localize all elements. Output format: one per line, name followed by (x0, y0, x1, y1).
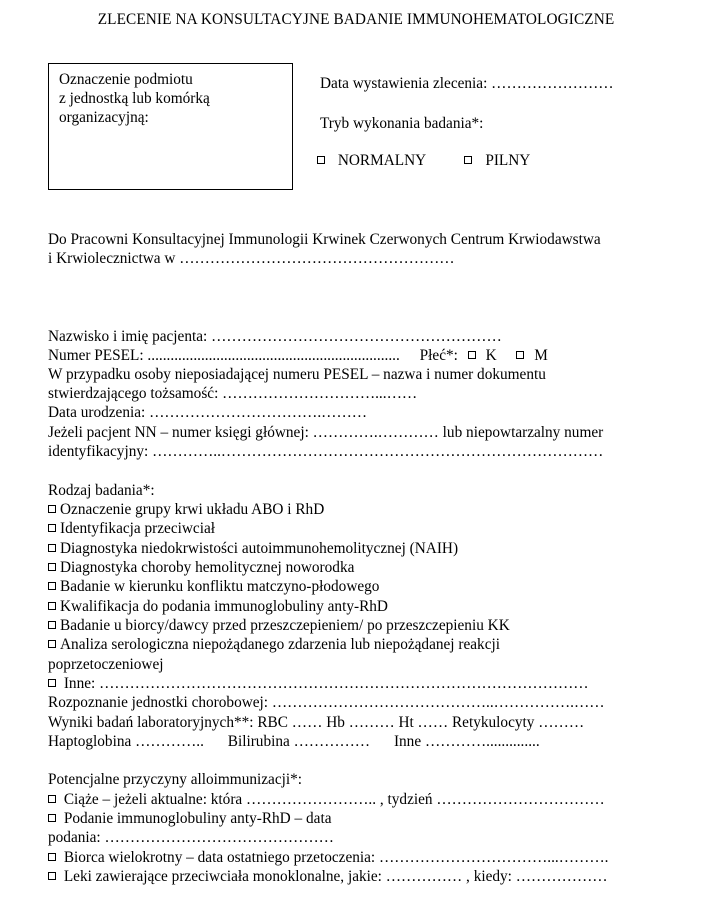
birth-date-field[interactable]: Data urodzenia: …………………………….……… (48, 404, 368, 421)
org-box-line: organizacyjną: (59, 109, 149, 126)
exam-item-label: Diagnostyka niedokrwistości autoimmunohemolitycznej (NAIH) (60, 539, 459, 557)
normal-checkbox[interactable] (317, 156, 325, 164)
addressee-line: Do Pracowni Konsultacyjnej Immunologii Krwinek Czerwonych Centrum Krwiodawstwa (48, 231, 601, 248)
mode-options (317, 152, 530, 170)
form-title: ZLECENIE NA KONSULTACYJNE BADANIE IMMUNOHEMATOLOGICZNE (97, 11, 615, 28)
exam-item (48, 616, 510, 635)
urgent-label: PILNY (485, 152, 531, 169)
org-box-line: z jednostką lub komórką (59, 90, 210, 107)
recipient-checkbox[interactable] (48, 853, 56, 861)
exam-item-label: Oznaczenie grupy krwi układu ABO i RhD (60, 501, 325, 518)
urgent-checkbox[interactable] (464, 156, 472, 164)
no-pesel-text: W przypadku osoby nieposiadającej numeru PESEL – nazwa i numer dokumentu (48, 366, 546, 383)
nn-id-field[interactable]: identyfikacyjny: …………..………………………………………………………………… (48, 443, 604, 460)
exam-other-row (48, 674, 589, 693)
exam-item-label: Diagnostyka choroby hemolitycznej noworodka (60, 558, 355, 576)
sex-m-label: M (534, 347, 548, 364)
id-document-field[interactable]: stwierdzającego tożsamość: …………………………...…… (48, 385, 418, 402)
order-date-field[interactable]: Data wystawienia zlecenia: …………………… (320, 75, 614, 92)
exam-item-checkbox[interactable] (48, 524, 56, 532)
exam-item-checkbox[interactable] (48, 640, 56, 648)
nn-book-field[interactable]: Jeżeli pacjent NN – numer księgi głównej: ………….………… lub niepowtarzalny numer (48, 424, 604, 441)
pesel-field[interactable]: Numer PESEL: .................................................................. (48, 347, 400, 364)
exam-item (48, 577, 379, 596)
exam-item (48, 500, 324, 519)
drugs-field[interactable]: Leki zawierające przeciwciała monoklonalne, jakie: …………… , kiedy: ……………… (63, 868, 608, 885)
exam-item (48, 539, 458, 558)
normal-label: NORMALNY (337, 152, 426, 169)
haptoglobin-field[interactable]: Haptoglobina ………….. (48, 733, 204, 750)
sex-m-checkbox[interactable] (516, 351, 524, 359)
exam-heading: Rodzaj badania*: (48, 482, 155, 499)
exam-item-label: Badanie u biorcy/dawcy przed przeszczepieniem/ po przeszczepieniu KK (60, 616, 510, 634)
exam-item (48, 519, 215, 538)
pesel-row (48, 346, 548, 365)
sex-k-label: K (485, 347, 497, 364)
addressee-city-field[interactable]: i Krwiolecznictwa w ……………………………………………… (48, 250, 455, 267)
exam-item-checkbox[interactable] (48, 563, 56, 571)
rhd-checkbox[interactable] (48, 814, 56, 822)
rhd-label: Podanie immunoglobuliny anty-RhD – data (63, 810, 332, 827)
exam-item-checkbox[interactable] (48, 621, 56, 629)
exam-other-checkbox[interactable] (48, 679, 56, 687)
sex-k-checkbox[interactable] (468, 351, 476, 359)
exam-item-label: Identyfikacja przeciwciał (60, 520, 216, 538)
exam-item-checkbox[interactable] (48, 544, 56, 552)
rhd-row (48, 809, 332, 828)
drugs-row (48, 867, 608, 886)
organization-box[interactable] (48, 63, 293, 190)
recipient-field[interactable]: Biorca wielokrotny – data ostatniego przetoczenia: ……………………………...………. (63, 849, 609, 866)
lab-other-field[interactable]: Inne ………….............. (393, 733, 540, 750)
sex-label: Płeć*: (419, 347, 458, 364)
exam-item-label: Kwalifikacja do podania immunoglobuliny anty-RhD (60, 597, 388, 615)
exam-item-checkbox[interactable] (48, 582, 56, 590)
lab-results-row-2 (48, 732, 540, 751)
bilirubin-field[interactable]: Bilirubina …………… (227, 733, 371, 750)
pregnancy-row (48, 790, 605, 809)
mode-label: Tryb wykonania badania*: (320, 115, 484, 132)
exam-item (48, 558, 354, 577)
exam-item (48, 597, 388, 616)
lab-results-field[interactable]: Wyniki badań laboratoryjnych**: RBC …… Hb ……… Ht …… Retykulocyty ……… (48, 714, 585, 731)
exam-other-field[interactable]: Inne: …………………………………………………………………………………… (63, 675, 589, 692)
exam-item-continuation: poprzetoczeniowej (48, 656, 164, 673)
pregnancy-field[interactable]: Ciąże – jeżeli aktualne: która …………………….. , tydzień …………………………… (63, 791, 605, 808)
exam-item-label: Analiza serologiczna niepożądanego zdarzenia lub niepożądanej reakcji (60, 636, 500, 654)
patient-name-field[interactable]: Nazwisko i imię pacjenta: ………………………………………………… (48, 328, 502, 345)
exam-item (48, 635, 500, 654)
diagnosis-field[interactable]: Rozpoznanie jednostki chorobowej: ……………………………………..…………….…… (48, 694, 605, 711)
drugs-checkbox[interactable] (48, 872, 56, 880)
exam-item-label: Badanie w kierunku konfliktu matczyno-płodowego (60, 578, 380, 596)
pregnancy-checkbox[interactable] (48, 795, 56, 803)
alloimmunization-heading: Potencjalne przyczyny alloimmunizacji*: (48, 771, 303, 788)
org-box-line: Oznaczenie podmiotu (59, 71, 193, 88)
exam-item-checkbox[interactable] (48, 602, 56, 610)
recipient-row (48, 848, 608, 867)
exam-item-checkbox[interactable] (48, 505, 56, 513)
rhd-date-field[interactable]: podania: ……………………………………… (48, 829, 334, 846)
